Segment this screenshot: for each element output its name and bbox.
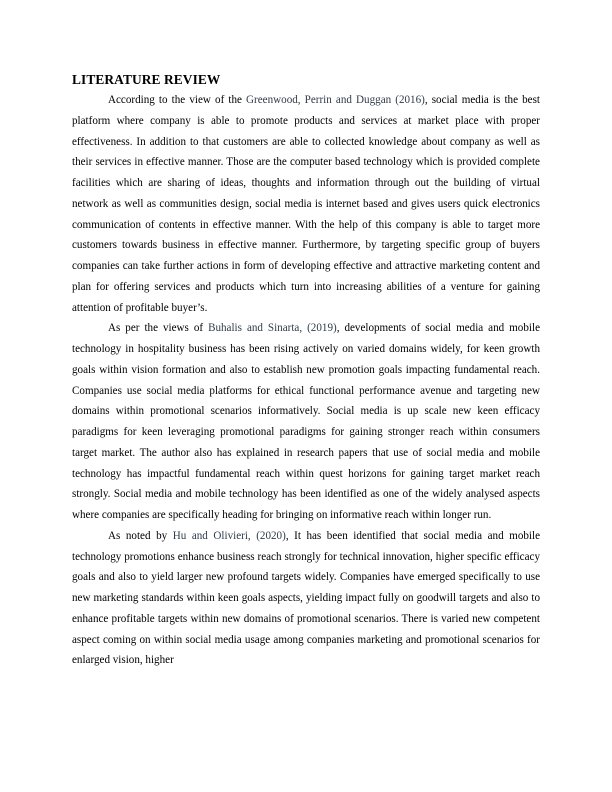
section-heading: LITERATURE REVIEW <box>72 72 221 87</box>
paragraph-1 <box>72 90 540 318</box>
paragraph-2-text-start: As per the views of <box>108 322 209 335</box>
paragraph-2 <box>72 318 540 526</box>
citation-hu: Hu and Olivieri, (2020) <box>172 529 286 542</box>
page-content <box>72 70 540 671</box>
paragraph-3 <box>72 526 540 671</box>
paragraph-3-text-start: As noted by <box>108 529 173 542</box>
paragraph-2-text-end: , developments of social media and mobile technology in hospitality business has been rising actively on varied domains widely, for keen growth goals within vision formation and also to establish new promotion goals impacting fundamental reach. Companies use social media platforms for ethical functional performance avenue and targeting new domains within promotional scenarios informatively. Social media is up scale new keen efficacy paradigms for keen leveraging promotional paradigms for gaining stronger reach within consumers target market. The author also has explained in research papers that use of social media and mobile technology has impactful fundamental reach within quest horizons for gaining target market reach strongly. Social media and mobile technology has been identified as one of the widely analysed aspects where companies are specifically heading for bringing on informative reach within longer run. <box>72 322 540 521</box>
citation-buhalis: Buhalis and Sinarta, (2019) <box>208 322 337 335</box>
paragraph-3-text-end: , It has been identified that social media and mobile technology promotions enhance business reach strongly for technical innovation, higher specific efficacy goals and also to yield larger new profound targets widely. Companies have emerged specifically to use new marketing standards within keen goals aspects, yielding impact fully on goodwill targets and also to enhance profitable targets within new domains of promotional scenarios. There is varied new competent aspect coming on within social media usage among companies marketing and promotional scenarios for enlarged vision, higher <box>72 529 540 667</box>
paragraph-1-text-start: According to the view of the <box>108 94 247 106</box>
paragraph-1-text-end: , social media is the best platform where company is able to promote products and services at market place with proper effectiveness. In addition to that customers are able to collected knowledge about company as well as their services in effective manner. Those are the computer based technology which is provided complete facilities which are sharing of ideas, thoughts and information through out the building of virtual network as well as communities design, social media is internet based and gives users quick electronics communication of contents in effective manner. With the help of this company is able to target more customers towards business in effective manner. Furthermore, by targeting specific group of buyers companies can take further actions in form of developing effective and attractive marketing content and plan for offering services and products which turn into increasing abilities of a venture for gaining attention of profitable buyer’s. <box>72 94 540 314</box>
citation-greenwood: Greenwood, Perrin and Duggan (2016) <box>246 94 425 106</box>
